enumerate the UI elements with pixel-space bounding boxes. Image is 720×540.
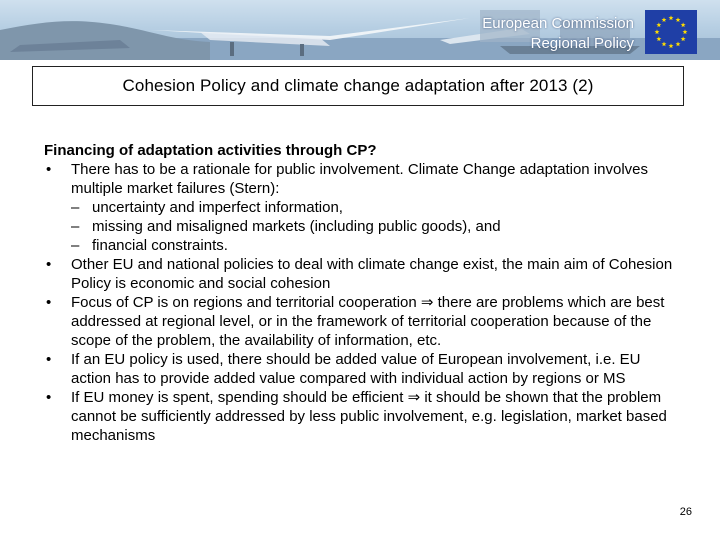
sub-bullet-item: [44, 198, 684, 217]
header-line-1: European Commission: [482, 15, 634, 32]
bullet-text: Other EU and national policies to deal with climate change exist, the main aim of Cohesion Policy is economic and social cohesion: [71, 256, 673, 292]
header-line-2: Regional Policy: [530, 35, 634, 52]
sub-bullet-text: uncertainty and imperfect information,: [92, 199, 343, 216]
bullet-item: [44, 160, 684, 198]
flag-star-icon: [656, 36, 661, 41]
bullet-marker: •: [46, 161, 52, 178]
sub-bullet-text: missing and misaligned markets (including public goods), and: [92, 218, 501, 235]
body-heading: Financing of adaptation activities through CP?: [44, 142, 377, 159]
bullet-item: [44, 388, 684, 445]
organization-name: [482, 14, 634, 54]
bullet-item: [44, 255, 684, 293]
bullet-text: If EU money is spent, spending should be efficient ⇒ it should be shown that the problem cannot be sufficiently addressed by less public involvement, e.g. legislation, market based mechanisms: [71, 389, 667, 444]
flag-star-icon: [669, 43, 674, 48]
flag-star-icon: [656, 22, 661, 27]
slide-title-box: [32, 66, 684, 106]
bullet-text: If an EU policy is used, there should be added value of European involvement, i.e. EU action has to provide added value compared with individual action by regions or MS: [71, 351, 641, 387]
sub-bullet-marker: –: [71, 199, 80, 216]
flag-star-icon: [655, 29, 660, 34]
flag-star-icon: [669, 15, 674, 20]
slide-title: Cohesion Policy and climate change adaptation after 2013 (2): [122, 76, 594, 95]
sub-bullet-marker: –: [71, 218, 80, 235]
flag-star-icon: [683, 29, 688, 34]
bullet-item: [44, 350, 684, 388]
sub-bullet-item: [44, 217, 684, 236]
eu-flag-icon: [645, 10, 697, 54]
flag-star-icon: [662, 42, 667, 47]
bullet-marker: •: [46, 294, 52, 311]
sub-bullet-text: financial constraints.: [92, 237, 228, 254]
slide-body: [44, 141, 684, 445]
sub-bullet-item: [44, 236, 684, 255]
page-number: 26: [679, 506, 692, 518]
flag-star-icon: [681, 22, 686, 27]
bullet-marker: •: [46, 389, 52, 406]
flag-star-icon: [676, 42, 681, 47]
bullet-text: Focus of CP is on regions and territorial cooperation ⇒ there are problems which are best addressed at regional level, or in the framework of territorial cooperation because of the scope of the problem, the availability of information, etc.: [71, 294, 665, 349]
bullet-marker: •: [46, 351, 52, 368]
flag-star-icon: [676, 17, 681, 22]
bullet-text: There has to be a rationale for public involvement. Climate Change adaptation involves multiple market failures (Stern):: [71, 161, 649, 197]
bullet-marker: •: [46, 256, 52, 273]
bullet-item: [44, 293, 684, 350]
header-banner: [0, 0, 720, 60]
flag-star-icon: [662, 17, 667, 22]
sub-bullet-marker: –: [71, 237, 80, 254]
flag-star-icon: [681, 36, 686, 41]
